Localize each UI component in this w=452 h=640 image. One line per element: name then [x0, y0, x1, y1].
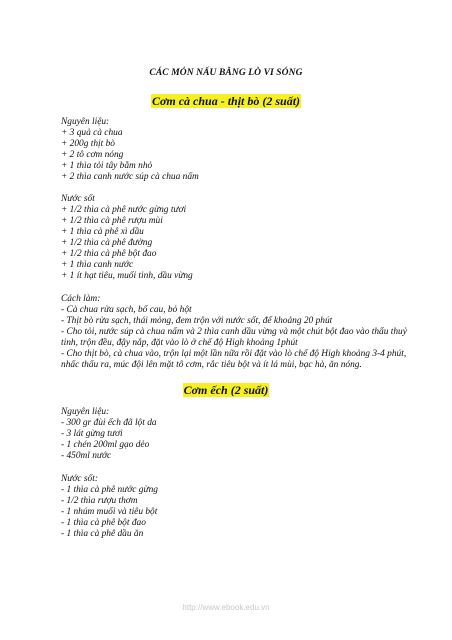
list-item: - 1 chén 200ml gạo dẻo: [61, 440, 150, 450]
dish2-title-highlight: Cơm ếch (2 suất): [183, 383, 269, 397]
dish2-title: [0, 383, 452, 398]
list-item: + 1/2 thìa cà phê rượu mùi: [61, 216, 163, 226]
list-item: + 2 thìa canh nước súp cà chua nấm: [61, 172, 199, 182]
dish2-ingredients-heading: Nguyên liệu:: [61, 407, 110, 417]
dish2-sauce-section: [61, 474, 422, 540]
list-item: - 1 nhúm muối và tiêu bột: [61, 507, 158, 517]
dish2-sauce-heading: Nước sốt:: [61, 474, 98, 484]
dish2-ingredients-section: [61, 407, 422, 462]
list-item: - Cho thịt bò, cà chua vào, trộn lại một lần nữa rồi đặt vào lò chế độ High khoảng 3-4 phút, nhấc thẩu ra, múc đội lên mặt tô cơm, rắc tiêu bột và ít lá mùi, bạc hà, ăn nóng.: [61, 349, 407, 370]
list-item: + 1/2 thìa cà phê bột đao: [61, 249, 157, 259]
dish1-ingredients-section: [61, 117, 422, 183]
list-item: - 300 gr đùi ếch đã lột da: [61, 418, 157, 428]
list-item: + 1 ít hạt tiêu, muối tinh, dầu vừng: [61, 271, 193, 281]
dish1-sauce-section: [61, 194, 422, 282]
list-item: - 1/2 thìa rượu thơm: [61, 496, 138, 506]
dish1-sauce-heading: Nước sốt: [61, 194, 95, 204]
list-item: + 1 thìa canh nước: [61, 260, 134, 270]
list-item: + 3 quả cà chua: [61, 128, 123, 138]
list-item: - 1 thìa cà phê bột đao: [61, 518, 146, 528]
list-item: - 1 thìa cà phê nước gừng: [61, 485, 158, 495]
list-item: + 1 thìa cà phê xì dầu: [61, 227, 144, 237]
dish1-title: [0, 94, 452, 109]
list-item: - 3 lát gừng tươi: [61, 429, 123, 439]
list-item: - 1 thìa cà phê dầu ăn: [61, 529, 144, 539]
list-item: - Cà chua rửa sạch, bổ cau, bỏ hột: [61, 305, 192, 315]
list-item: - 450ml nước: [61, 451, 112, 461]
page-title: CÁC MÓN NẤU BẰNG LÒ VI SÓNG: [149, 68, 303, 78]
list-item: + 1/2 thìa cà phê nước gừng tươi: [61, 205, 187, 215]
list-item: - Thịt bò rửa sạch, thái mỏng, đem trộn với nước sốt, để khoảng 20 phút: [61, 316, 333, 326]
list-item: + 2 tô cơm nóng: [61, 150, 124, 160]
list-item: + 1 thìa tỏi tây bằm nhỏ: [61, 161, 153, 171]
list-item: - Cho tỏi, nước súp cà chua nấm và 2 thìa canh dầu vừng và một chút bột đao vào thẩu thuỷ tinh, trộn đều, đậy nắp, đặt vào lò ở chế độ High khoảng 1phút: [61, 327, 407, 348]
dish1-title-highlight: Cơm cà chua - thịt bò (2 suất): [151, 94, 301, 108]
dish1-ingredients-heading: Nguyên liệu:: [61, 117, 110, 127]
list-item: + 200g thịt bò: [61, 139, 115, 149]
dish1-method-section: [61, 294, 422, 371]
list-item: + 1/2 thìa cà phê đường: [61, 238, 153, 248]
dish1-method-heading: Cách làm:: [61, 294, 101, 304]
footer-url: http://www.ebook.edu.vn: [182, 603, 270, 612]
